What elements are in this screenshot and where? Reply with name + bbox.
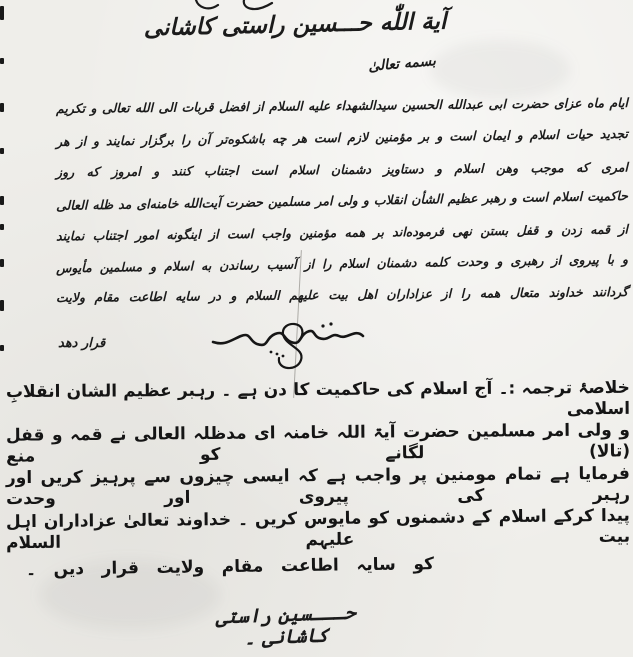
urdu-line: فرمایا ہے تمام مومنین پر واجب ہے کہ ایسی چیزوں سے پرہیز کریں اور رہبر کی پیروی اور وحدت (5, 463, 631, 510)
edge-speck (0, 148, 4, 154)
persian-line: امری که موجب وهن اسلام و دستاویز دشمنان اسلام است اجتناب کنند و امروز که روز (55, 159, 629, 180)
edge-speck (0, 58, 4, 64)
bismillah-text: بسمه تعالیٰ (367, 53, 437, 75)
scan-stain (430, 40, 570, 100)
signature-scribble (205, 318, 370, 380)
edge-speck (0, 345, 4, 351)
urdu-continuation-line: کو سایہ اطاعت مقام ولایت قرار دیں ۔ (25, 554, 435, 580)
edge-speck (0, 224, 4, 230)
urdu-line: پیدا کرکے اسلام کے دشمنوں کو مایوس کریں ۔ خداوند تعالیٰ عزاداران اہل بیت علیہم السلام (5, 505, 631, 554)
edge-speck (0, 259, 4, 267)
urdu-line: خلاصۂ ترجمہ :۔ آج اسلام کی حاکمیت کا دن ہے ۔ رہبر عظیم الشان انقلابِ اسلامی (5, 377, 631, 420)
persian-line: ایام ماه عزای حضرت ابی عبدالله الحسین سیدالشهداء علیه السلام از افضل قربات الی الله تعالی و تکریم (55, 95, 629, 116)
urdu-line: و ولی امر مسلمین حضرت آیۃ اللہ خامنہ ای مدظلہ العالی نے قمہ و قفل (تالا) لگانے کو منع (5, 420, 631, 467)
closing-signature: حـــسین راستی کاشانی ۔ (215, 601, 357, 650)
letterhead-title: آیة اللّٰه حـــسین راستی کاشانی (143, 8, 447, 42)
edge-speck (0, 196, 4, 205)
edge-speck (0, 6, 4, 20)
persian-line: و با پیروی از رهبری و وحدت کلمه دشمنان اسلام را از آسیب رساندن به اسلام و مسلمین مأیوس (55, 251, 629, 276)
persian-closing-word: قرار دهد (58, 336, 106, 351)
edge-speck (0, 300, 4, 311)
persian-line: از قمه زدن و قفل بستن نهی فرموده‌اند بر همه مؤمنین واجب است از اینگونه امور اجتناب نمایند (55, 221, 629, 244)
persian-line: گردانند خداوند متعال همه را از عزاداران اهل بیت علیهم السلام و در سایه اطاعت مقام ولایت (55, 284, 629, 305)
persian-line: حاکمیت اسلام است و رهبر عظیم الشأن انقلاب و ولی امر مسلمین حضرت آیت‌الله خامنه‌ای مد ظله العالی (55, 188, 629, 213)
edge-speck (0, 103, 4, 112)
persian-line: تجدید حیات اسلام و ایمان است و بر مؤمنین لازم است هر چه باشکوه‌تر آن را برگزار نمایند و از هر (55, 126, 629, 149)
